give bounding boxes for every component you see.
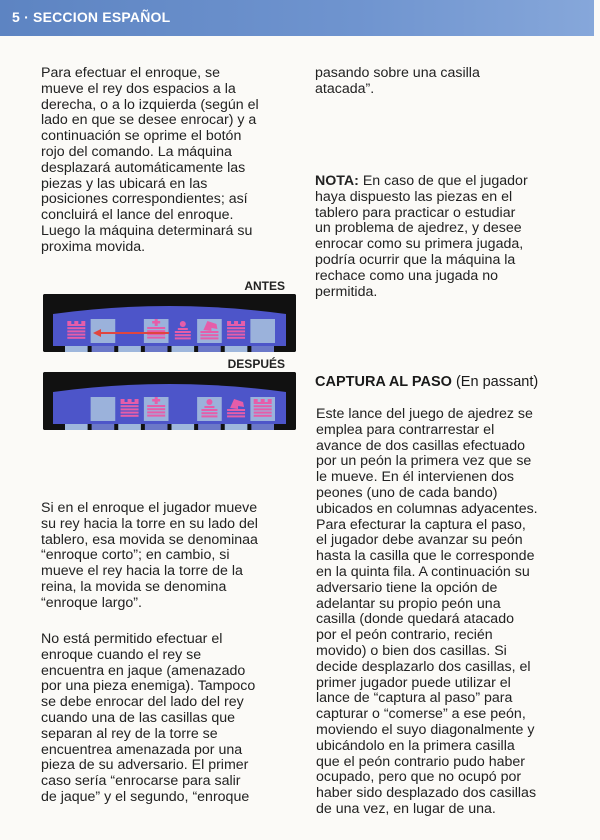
- paragraph-castling-instructions: Para efectuar el enroque, se mueve el rey dos espacios a la derecha, o a lo izquierda (según el lado en que se desee enrocar) y a continuación se oprime el botón rojo del comando. La máquina desplazará automáticamente las piezas y las ubicará en las posiciones correspondientes; así concluirá el lance del enroque. Luego la máquina determinará su proxima movida.: [41, 65, 259, 255]
- heading-bold-part: CAPTURA AL PASO: [315, 374, 452, 390]
- section-title: 5 · SECCION ESPAÑOL: [12, 9, 171, 25]
- diagram-label-after: DESPUÉS: [227, 357, 285, 371]
- paragraph-short-long-castling: Si en el enroque el jugador mueve su rey hacia la torre en su lado del tablero, esa movida se denominaa “enroque corto”; en cambio, si mueve el rey hacia la torre de la reina, la movida se denomina “enroque largo”.: [41, 500, 258, 611]
- diagram-label-before: ANTES: [244, 279, 285, 293]
- paragraph-continuation: pasando sobre una casilla atacada”.: [315, 65, 480, 97]
- board-diagram-before: [43, 294, 296, 352]
- board-diagram-after: [43, 372, 296, 430]
- board-before-graphic: [43, 294, 296, 352]
- section-header-bar: [0, 0, 594, 36]
- note-text: En caso de que el jugador haya dispuesto las piezas en el tablero para practicar o estudiar un problema de ajedrez, y desee enrocar como su primera jugada, podría ocurrir que la máquina la rechace como una jugada no permitida.: [315, 173, 528, 300]
- board-after-graphic: [43, 372, 296, 430]
- heading-rest-part: (En passant): [451, 374, 539, 390]
- note-label: NOTA:: [315, 173, 359, 189]
- section-heading-en-passant: [315, 374, 538, 390]
- paragraph-castling-restrictions: No está permitido efectuar el enroque cuando el rey se encuentra en jaque (amenazado por una pieza enemiga). Tampoco se debe enrocar del lado del rey cuando una de las casillas que separan al rey de la torre se encuentrea amenazada por una pieza de su adversario. El primer caso sería “enrocarse para salir de jaque” y el segundo, “enroque: [41, 631, 256, 805]
- paragraph-en-passant: Este lance del juego de ajedrez se emplea para contrarrestar el avance de dos casillas efectuado por un peón la primera vez que se le mueve. En él intervienen dos peones (uno de cada bando) ubicados en columnas adyacentes. Para efecturar la captura el paso, el jugador debe avanzar su peón hasta la casilla que le corresponde en la quinta fila. A continuación su adversario tiene la opción de adelantar su propio peón una casilla (donde quedará atacado por el peón contrario, recién movido) o bien dos casillas. Si decide desplazarlo dos casillas, el primer jugador puede utilizar el lance de “captura al paso” para capturar o “comerse” a ese peón, moviendo el suyo diagonalmente y ubicándolo en la primera casilla que el peón contrario pudo haber ocupado, pero que no ocupó por haber sido desplazado dos casillas de una vez, en lugar de una.: [316, 406, 538, 817]
- paragraph-note: [315, 174, 575, 300]
